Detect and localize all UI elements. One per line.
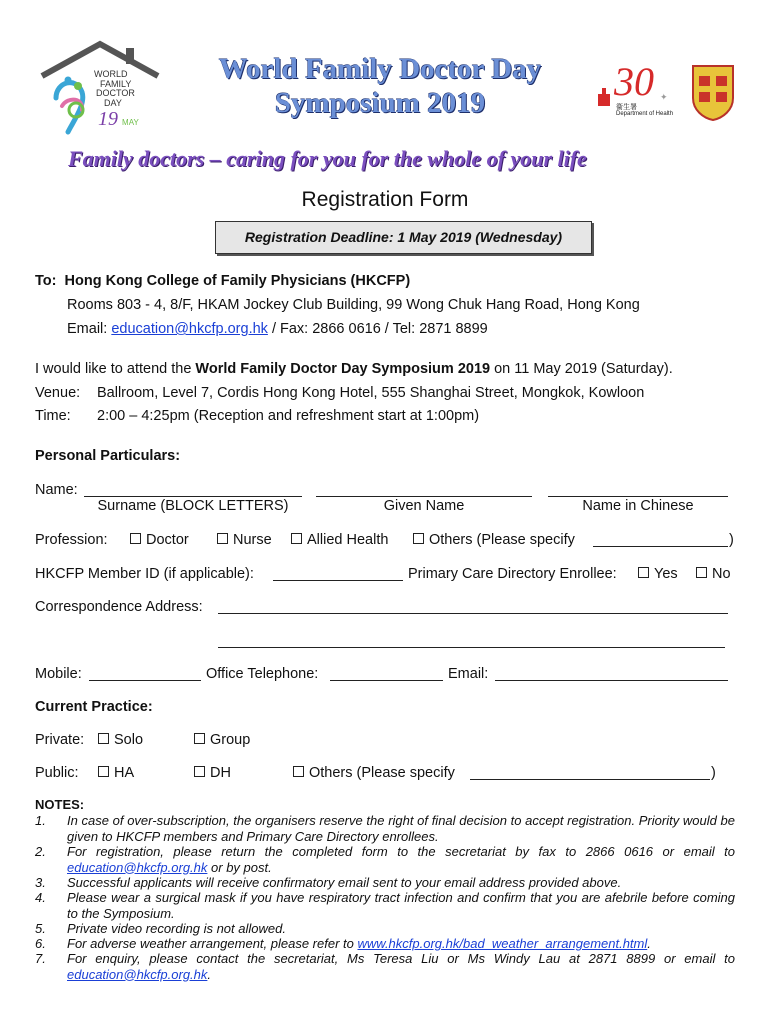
option-label: Nurse xyxy=(233,532,272,548)
time-label: Time: xyxy=(35,408,71,424)
option-label: Solo xyxy=(114,732,144,748)
member-id-label: HKCFP Member ID (if applicable): xyxy=(35,566,254,582)
mobile-field[interactable] xyxy=(89,680,201,681)
practice-heading: Current Practice: xyxy=(35,699,153,715)
doh-chinese-name: 衞生署 xyxy=(616,104,637,111)
surname-caption: Surname (BLOCK LETTERS) xyxy=(97,498,289,514)
note-text: Please wear a surgical mask if you have respiratory tract infection and confirm that you are afebrile before coming to the Symposium. xyxy=(67,890,735,921)
time-value: 2:00 – 4:25pm (Reception and refreshment start at 1:00pm) xyxy=(97,408,480,424)
checkbox-icon[interactable] xyxy=(291,533,302,544)
org-email-link[interactable]: education@hkcfp.org.hk xyxy=(111,321,268,337)
note-text: In case of over-subscription, the organisers reserve the right of final decision to accept registration. Priority would be given to HKCFP members and Primary Care Directory enrollees. xyxy=(67,813,735,844)
note-number: 5. xyxy=(35,921,46,936)
note-text: Private video recording is not allowed. xyxy=(67,921,286,936)
note-text-part: . xyxy=(647,936,651,951)
note-weather-link[interactable]: www.hkcfp.org.hk/bad_weather_arrangement.html xyxy=(357,936,648,951)
chinese-name-field[interactable] xyxy=(548,496,728,497)
option-label: No xyxy=(712,566,731,582)
logo-date xyxy=(98,108,139,131)
crest-shield-icon xyxy=(691,62,735,122)
attend-line xyxy=(35,361,673,377)
org-address: Rooms 803 - 4, 8/F, HKAM Jockey Club Building, 99 Wong Chuk Hang Road, Hong Kong xyxy=(67,297,640,313)
profession-allied-health-option[interactable] xyxy=(291,532,388,548)
profession-others-option[interactable] xyxy=(413,532,575,548)
note-email-link[interactable]: education@hkcfp.org.hk xyxy=(67,966,208,982)
email-label: Email: xyxy=(448,666,489,682)
option-label: Others (Please specify xyxy=(309,765,455,781)
venue-label: Venue: xyxy=(35,385,81,401)
doh-english-name: Department of Health xyxy=(616,111,674,117)
note-text-part: For enquiry, please contact the secretariat, Ms Teresa Liu or Ms Windy Lau at 2871 8899 or email to xyxy=(67,951,735,966)
note-number: 3. xyxy=(35,875,46,890)
note-number: 4. xyxy=(35,890,46,905)
note-email-link[interactable]: education@hkcfp.org.hk xyxy=(67,859,208,875)
notes-heading: NOTES: xyxy=(35,797,85,812)
logo-date-number: 19 xyxy=(98,108,118,130)
logo-text-line: DOCTOR xyxy=(96,88,135,98)
note-number: 2. xyxy=(35,844,46,859)
venue-value: Ballroom, Level 7, Cordis Hong Kong Hotel, 555 Shanghai Street, Mongkok, Kowloon xyxy=(97,385,645,401)
address-field-line-1[interactable] xyxy=(218,613,728,614)
option-label: Others (Please specify xyxy=(429,532,575,548)
note-number: 1. xyxy=(35,813,46,828)
profession-doctor-option[interactable] xyxy=(130,532,189,548)
personal-heading: Personal Particulars: xyxy=(35,448,181,464)
title-line-2: Symposium 2019 xyxy=(274,87,486,119)
logo-text-line: FAMILY xyxy=(100,78,132,89)
enrollee-no-option[interactable] xyxy=(696,566,731,582)
checkbox-icon[interactable] xyxy=(696,567,707,578)
checkbox-icon[interactable] xyxy=(98,733,109,744)
sparkle-icon: ✦ xyxy=(660,92,668,102)
email-field[interactable] xyxy=(495,680,728,681)
private-solo-option[interactable] xyxy=(98,732,143,748)
logo-text-line: DAY xyxy=(104,97,122,108)
public-dh-option[interactable] xyxy=(194,765,231,781)
checkbox-icon[interactable] xyxy=(293,766,304,777)
logo-date-month: MAY xyxy=(122,118,139,127)
note-text-part: For adverse weather arrangement, please refer to xyxy=(67,936,354,951)
note-text-part: For registration, please return the completed form to the secretariat by fax to 2866 0616 or email to xyxy=(67,844,735,859)
option-label: Allied Health xyxy=(307,532,389,548)
attend-intro: I would like to attend the xyxy=(35,361,192,377)
profession-others-field[interactable] xyxy=(593,546,728,547)
office-phone-label: Office Telephone: xyxy=(206,666,319,682)
public-ha-option[interactable] xyxy=(98,765,134,781)
option-label: Group xyxy=(210,732,251,748)
to-line xyxy=(35,273,410,289)
note-text: Successful applicants will receive confirmatory email sent to your email address provided above. xyxy=(67,875,622,890)
note-number: 7. xyxy=(35,951,46,966)
enrollee-label: Primary Care Directory Enrollee: xyxy=(408,566,617,582)
form-title: Registration Form xyxy=(301,188,469,211)
mobile-label: Mobile: xyxy=(35,666,82,682)
profession-label: Profession: xyxy=(35,532,108,548)
logo-text-line: WORLD xyxy=(94,69,128,79)
symposium-title xyxy=(170,52,590,120)
checkbox-icon[interactable] xyxy=(194,733,205,744)
given-name-field[interactable] xyxy=(316,496,532,497)
event-name: World Family Doctor Day Symposium 2019 xyxy=(195,361,491,377)
note-text xyxy=(67,936,735,952)
address-field-line-2[interactable] xyxy=(218,647,725,648)
slogan: Family doctors – caring for you for the whole of your life xyxy=(68,146,587,171)
note-text-part: . xyxy=(207,966,212,982)
option-label: Doctor xyxy=(146,532,189,548)
org-fax-tel: / Fax: 2866 0616 / Tel: 2871 8899 xyxy=(271,321,488,337)
checkbox-icon[interactable] xyxy=(413,533,424,544)
checkbox-icon[interactable] xyxy=(98,766,109,777)
deadline-box xyxy=(215,221,592,254)
wfdd-logo xyxy=(38,40,168,140)
given-name-caption: Given Name xyxy=(383,498,465,514)
doh-figure-icon xyxy=(596,86,612,108)
public-others-option[interactable] xyxy=(293,765,455,781)
chinese-name-caption: Name in Chinese xyxy=(582,498,694,514)
public-label: Public: xyxy=(35,765,79,781)
surname-field[interactable] xyxy=(84,496,302,497)
private-label: Private: xyxy=(35,732,85,748)
event-date: on 11 May 2019 (Saturday). xyxy=(494,361,673,377)
hkcfp-crest xyxy=(691,62,735,122)
public-close-paren: ) xyxy=(711,765,716,781)
checkbox-icon[interactable] xyxy=(638,567,649,578)
note-number: 6. xyxy=(35,936,46,951)
title-line-1: World Family Doctor Day xyxy=(218,53,542,85)
note-text xyxy=(67,844,735,875)
doh-anniversary-number: 30 xyxy=(614,59,654,104)
name-label: Name: xyxy=(35,482,78,498)
address-label: Correspondence Address: xyxy=(35,599,203,615)
private-group-option[interactable] xyxy=(194,732,250,748)
member-id-field[interactable] xyxy=(273,580,403,581)
profession-close-paren: ) xyxy=(729,532,734,548)
checkbox-icon[interactable] xyxy=(217,533,228,544)
public-others-field[interactable] xyxy=(470,779,710,780)
option-label: Yes xyxy=(654,566,678,582)
profession-nurse-option[interactable] xyxy=(217,532,272,548)
office-phone-field[interactable] xyxy=(330,680,443,681)
doh-30-logo xyxy=(596,59,676,122)
to-prefix: To: xyxy=(35,273,57,289)
org-contact xyxy=(67,321,488,337)
note-text xyxy=(67,951,735,982)
note-text-part: or by post. xyxy=(211,859,272,875)
checkbox-icon[interactable] xyxy=(130,533,141,544)
logo-text xyxy=(94,70,135,108)
option-label: HA xyxy=(114,765,135,781)
organisation-name: Hong Kong College of Family Physicians (HKCFP) xyxy=(64,273,411,289)
deadline-text: Registration Deadline: 1 May 2019 (Wednesday) xyxy=(244,229,563,245)
option-label: DH xyxy=(210,765,231,781)
org-email-label: Email: xyxy=(67,321,108,337)
enrollee-yes-option[interactable] xyxy=(638,566,678,582)
checkbox-icon[interactable] xyxy=(194,766,205,777)
